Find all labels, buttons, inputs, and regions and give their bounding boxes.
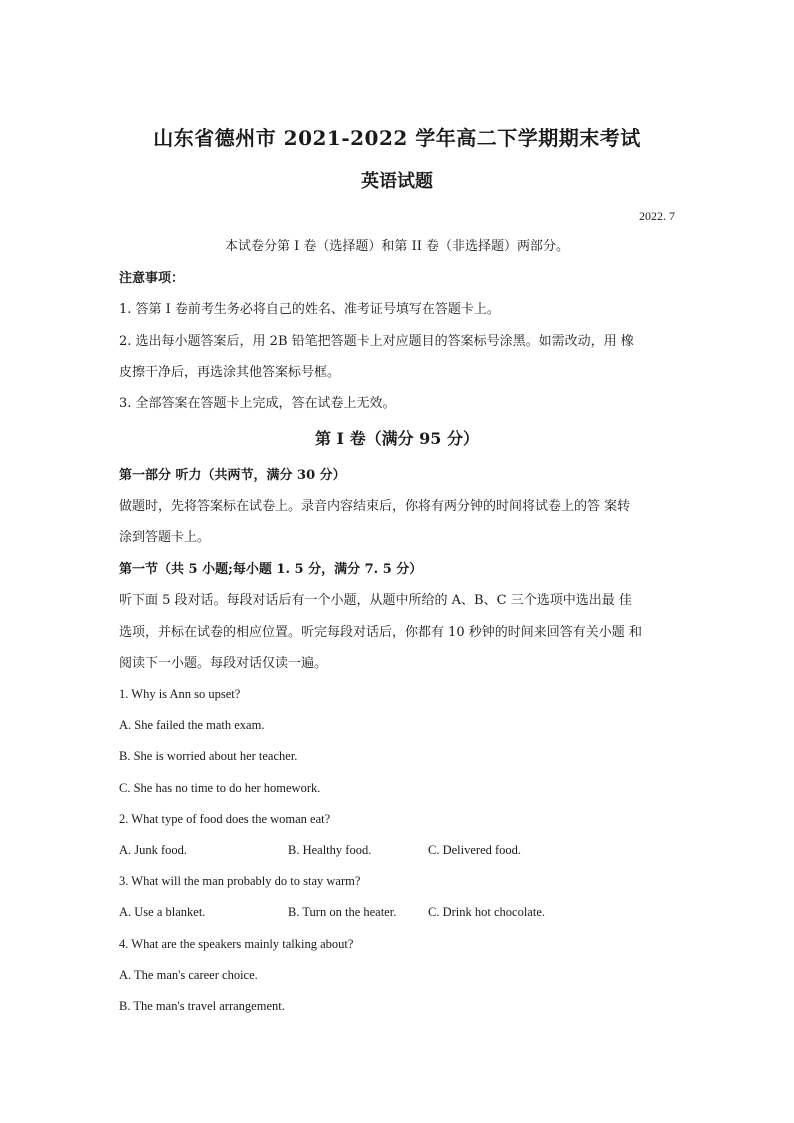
- exam-subtitle: 英语试题: [361, 171, 433, 192]
- exam-title: 山东省德州市 2021-2022 学年高二下学期期末考试: [153, 126, 641, 150]
- question-3-option-c: C. Drink hot chocolate.: [428, 905, 545, 919]
- notes-item-2-line-1: 2. 选出每小题答案后，用 2B 铅笔把答题卡上对应题目的答案标号涂黑。如需改动，用 橡: [119, 334, 634, 349]
- exam-intro: 本试卷分第 I 卷（选择题）和第 II 卷（非选择题）两部分。: [225, 239, 569, 254]
- question-1-option-c: C. She has no time to do her homework.: [119, 781, 321, 795]
- part1-instruction-line-1: 做题时，先将答案标在试卷上。录音内容结束后，你将有两分钟的时间将试卷上的答 案转: [119, 499, 631, 514]
- question-1-option-a: A. She failed the math exam.: [119, 718, 265, 732]
- question-4: 4. What are the speakers mainly talking about?: [119, 937, 354, 951]
- section-title: 第 I 卷（满分 95 分）: [314, 429, 480, 448]
- sub1-heading: 第一节（共 5 小题;每小题 1. 5 分，满分 7. 5 分）: [119, 562, 423, 577]
- sub1-instruction-line-2: 选项，并标在试卷的相应位置。听完每段对话后，你都有 10 秒钟的时间来回答有关小题 和: [119, 625, 642, 640]
- sub1-instruction-line-1: 听下面 5 段对话。每段对话后有一个小题，从题中所给的 A、B、C 三个选项中选出最 佳: [119, 593, 632, 608]
- notes-item-1: 1. 答第 I 卷前考生务必将自己的姓名、准考证号填写在答题卡上。: [119, 302, 500, 317]
- part1-heading: 第一部分 听力（共两节，满分 30 分）: [119, 468, 346, 483]
- question-1: 1. Why is Ann so upset?: [119, 687, 241, 701]
- question-3: 3. What will the man probably do to stay warm?: [119, 874, 361, 888]
- question-2-option-a: A. Junk food.: [119, 843, 188, 857]
- question-2: 2. What type of food does the woman eat?: [119, 812, 331, 826]
- question-3-option-b: B. Turn on the heater.: [288, 905, 397, 919]
- notes-heading: 注意事项：: [119, 271, 185, 286]
- question-2-option-b: B. Healthy food.: [288, 843, 372, 857]
- part1-instruction-line-2: 涂到答题卡上。: [119, 530, 211, 545]
- sub1-instruction-line-3: 阅读下一小题。每段对话仅读一遍。: [119, 656, 328, 671]
- question-1-option-b: B. She is worried about her teacher.: [119, 749, 298, 763]
- question-4-option-b: B. The man's travel arrangement.: [119, 999, 285, 1013]
- exam-date: 2022. 7: [639, 209, 675, 223]
- question-2-option-c: C. Delivered food.: [428, 843, 522, 857]
- notes-item-3: 3. 全部答案在答题卡上完成，答在试卷上无效。: [119, 396, 396, 411]
- notes-item-2-line-2: 皮擦干净后，再选涂其他答案标号框。: [119, 365, 341, 380]
- question-3-option-a: A. Use a blanket.: [119, 905, 206, 919]
- question-4-option-a: A. The man's career choice.: [119, 968, 258, 982]
